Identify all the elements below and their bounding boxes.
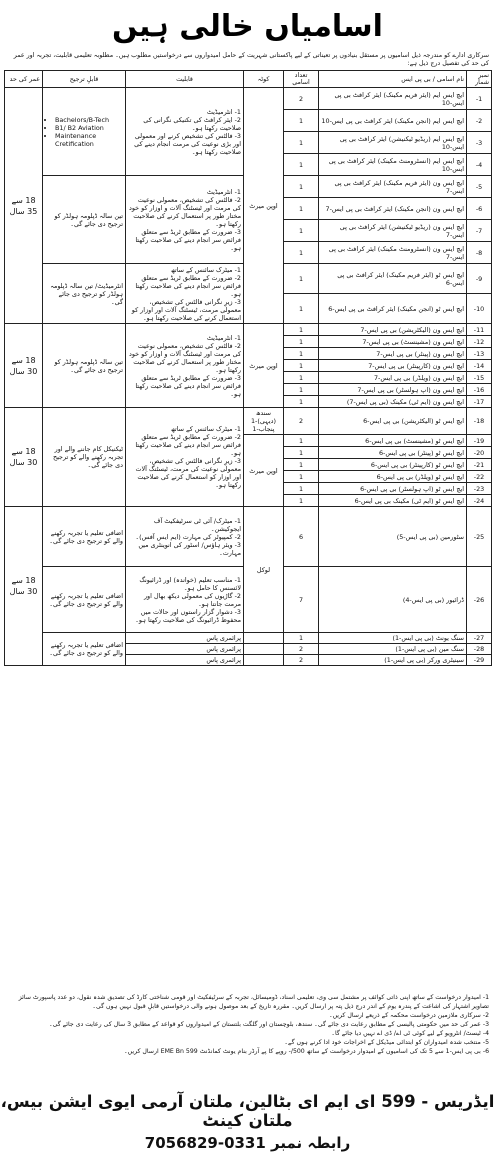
post-count: 1 xyxy=(284,483,319,495)
quota-cell xyxy=(244,644,284,655)
serial-number: -13 xyxy=(467,348,492,360)
serial-number: -21 xyxy=(467,459,492,471)
post-name: ایچ ایس ون (ایئر فریم مکینک) ایئر کرافٹ بی پی ایس-7 xyxy=(319,176,467,198)
contact-phone: رابطہ نمبر 0331-7056829 xyxy=(144,1134,351,1152)
serial-number: -11 xyxy=(467,324,492,336)
post-name: ایچ ایس ایم (انسٹرومنٹ مکینک) ایئر کرافٹ بی پی ایس-10 xyxy=(319,154,467,176)
vacancies-table xyxy=(4,70,492,666)
post-name: ایچ ایس ایم (انجن مکینک) ایئر کرافٹ بی پی ایس-10 xyxy=(319,110,467,132)
post-count: 1 xyxy=(284,459,319,471)
post-count: 1 xyxy=(284,154,319,176)
quota-cell xyxy=(244,655,284,666)
notes xyxy=(6,994,489,1057)
qualification-cell: 1- انٹرمیڈیٹ 2- فالٹس کی تشخیص، معمولی نوعیت کی مرمت اور ٹیسٹنگ آلات و اوزار کو خود مختار طور پر استعمال کرنے کی صلاحیت رکھتا ہو۔ 3- ضرورت کے مطابق ٹریڈ سے متعلق فرائض سر انجام دینے کی صلاحیت رکھتا ہو۔ xyxy=(126,324,244,408)
qualification-cell: 1- مناسب تعلیم (خواندہ) اور ڈرائیونگ لائسنس کا حامل ہو۔ 2- گاڑیوں کی معمولی دیکھ بھال اور مرمت جانتا ہو۔ 3- دشوار گزار راستوں اور حالات میں محفوظ ڈرائیونگ کی صلاحیت رکھتا ہو۔ xyxy=(126,567,244,633)
post-count: 1 xyxy=(284,396,319,408)
qualification-cell: 1- میٹرک سائنس کے ساتھ 2- ضرورت کے مطابق ٹریڈ سے متعلق فرائض سر انجام دینے کی صلاحیت رکھتا ہو۔ 3- زیرِ نگرانی فالٹس کی تشخیص، معمولی نوعیت کی مرمت، ٹیسٹنگ آلات اور اوزار کو استعمال کرنے کی صلاحیت رکھتا ہو۔ xyxy=(126,408,244,507)
post-name: ایچ ایس ون (ریڈیو ٹیکنیشن) ایئر کرافٹ بی پی ایس-7 xyxy=(319,220,467,242)
preference-cell: تین سالہ ڈپلومہ ہولڈر کو ترجیح دی جائے گی۔ xyxy=(43,176,126,264)
post-name: ایچ ایس ایم (ریڈیو ٹیکنیشن) ایئر کرافٹ بی پی ایس-10 xyxy=(319,132,467,154)
serial-number: -7 xyxy=(467,220,492,242)
serial-number: -17 xyxy=(467,396,492,408)
post-name: ایچ ایس ون (مشینسٹ) بی پی ایس-7 xyxy=(319,336,467,348)
post-name: ایچ ایس ٹو (پینٹر) بی پی ایس-6 xyxy=(319,447,467,459)
preference-item: • Bachelors/B-Tech xyxy=(55,116,123,124)
post-name: ایچ ایس ون (انسٹرومنٹ مکینک) ایئر کرافٹ بی پی ایس-7 xyxy=(319,242,467,264)
post-name: ایچ ایس ٹو (کارپینٹر) بی پی ایس-6 xyxy=(319,459,467,471)
header-preference: قابلِ ترجیح xyxy=(43,71,126,88)
post-count: 2 xyxy=(284,644,319,655)
serial-number: -4 xyxy=(467,154,492,176)
post-name: ایچ ایس ٹو (ایم ٹی) مکینک بی پی ایس-6 xyxy=(319,495,467,507)
post-count: 1 xyxy=(284,348,319,360)
post-count: 1 xyxy=(284,495,319,507)
serial-number: -20 xyxy=(467,447,492,459)
post-name: ایچ ایس ٹو (مشینسٹ) بی پی ایس-6 xyxy=(319,435,467,447)
post-name: ایچ ایس ٹو (ایئر فریم مکینک) ایئر کرافٹ بی پی ایس-6 xyxy=(319,264,467,294)
serial-number: -2 xyxy=(467,110,492,132)
serial-number: -26 xyxy=(467,567,492,633)
serial-number: -24 xyxy=(467,495,492,507)
post-name: ایچ ایس ٹو (الیکٹریشن) بی پی ایس-6 xyxy=(319,408,467,435)
serial-number: -27 xyxy=(467,633,492,644)
header-age: عمر کی حد xyxy=(5,71,43,88)
header-count: تعداد اسامی xyxy=(284,71,319,88)
age-cell: 18 سے 30 سال xyxy=(5,507,43,666)
header-post: نام اسامی / بی پی ایس xyxy=(319,71,467,88)
table-row xyxy=(5,88,492,110)
serial-number: -28 xyxy=(467,644,492,655)
post-name: ایچ ایس ون (اپ ہولسٹر) بی پی ایس-7 xyxy=(319,384,467,396)
post-count: 1 xyxy=(284,264,319,294)
table-row xyxy=(5,633,492,644)
post-name: ڈرائیور (بی پی ایس-4) xyxy=(319,567,467,633)
intro-text: سرکاری ادارے کو مندرجہ ذیل اسامیوں پر مستقل بنیادوں پر تعیناتی کے لیے پاکستانی شہریت کے حامل اُمیدواروں سے درخواستیں مطلوب ہیں۔ مطلوبہ تعلیمی قابلیت، تجربہ اور عمر کی حد کی تفصیل درج ذیل ہے: xyxy=(13,52,489,67)
table-row xyxy=(5,408,492,435)
serial-number: -23 xyxy=(467,483,492,495)
post-count: 6 xyxy=(284,507,319,567)
post-name: ایچ ایس ون (انجن مکینک) ایئر کرافٹ بی پی ایس-7 xyxy=(319,198,467,220)
preference-item: • B1/ B2 Aviation xyxy=(55,124,123,132)
note-item: 2- سرکاری ملازمین درخواست محکمہ کے ذریعے ارسال کریں۔ xyxy=(328,1011,489,1019)
quota-cell: اوپن میرٹ xyxy=(244,435,284,507)
qualification-cell: پرائمری پاس xyxy=(126,655,244,666)
preference-cell: اضافی تعلیم یا تجربہ رکھنے والے کو ترجیح دی جائے گی۔ xyxy=(43,567,126,633)
post-count: 1 xyxy=(284,198,319,220)
serial-number: -3 xyxy=(467,132,492,154)
post-name: ایچ ایس ٹو (اپ ہولسٹر) بی پی ایس-6 xyxy=(319,483,467,495)
serial-number: -22 xyxy=(467,471,492,483)
note-item: 5- منتخب شدہ امیدواران کو ابتدائی میڈیکل کے اخراجات خود ادا کرنے ہوں گے۔ xyxy=(284,1038,489,1046)
note-item: 6- بی پی ایس-1 سے 5 تک کی اسامیوں کے امیدوار درخواست کے ساتھ 500/- روپے کا پے آرڈر بنام یونٹ کمانڈنٹ 599 EME Bn ارسال کریں۔ xyxy=(124,1048,489,1056)
serial-number: -15 xyxy=(467,372,492,384)
serial-number: -10 xyxy=(467,294,492,324)
post-count: 1 xyxy=(284,242,319,264)
note-item: 1- امیدوار درخواست کے ساتھ اپنی ذاتی کوائف پر مشتمل سی وی، تعلیمی اسناد، ڈومیسائل، تجربہ کے سرٹیفکیٹ اور قومی شناختی کارڈ کی تصدیق شدہ نقول، دو عدد پاسپورٹ سائز تصاویر اشتہار کی اشاعت کے پندرہ یوم کے اندر درج ذیل پتہ پر ارسال کریں۔ مقررہ تاریخ کے بعد موصول ہونے والی درخواستیں قابلِ قبول نہیں ہوں گی۔ xyxy=(18,994,489,1010)
post-count: 1 xyxy=(284,360,319,372)
serial-number: -25 xyxy=(467,507,492,567)
qualification-cell: 1- انٹرمیڈیٹ 2- ایئر کرافٹ کی تکنیکی نگرانی کی صلاحیت رکھتا ہو۔ 3- فالٹس کی تشخیص کرنے اور معمولی اور بڑی نوعیت کی مرمت انجام دینے کی صلاحیت رکھتا ہو۔ xyxy=(126,88,244,176)
qualification-cell: 1- میٹرک سائنس کے ساتھ 2- ضرورت کے مطابق ٹریڈ سے متعلق فرائض سر انجام دینے کی صلاحیت رکھتا ہو۔ 3- زیرِ نگرانی فالٹس کی تشخیص، معمولی مرمت، ٹیسٹنگ آلات اور اوزار کو استعمال کرنے کی صلاحیت رکھتا ہو۔ xyxy=(126,264,244,324)
qualification-cell: 1- میٹرک/ آئی ٹی سرٹیفکیٹ آف ایجوکیشن۔ 2- کمپیوٹر کی مہارت (ایم ایس آفس)۔ 3- ویئر ہاؤس/ اسٹور کی انوینٹری میں مہارت۔ xyxy=(126,507,244,567)
age-cell: 18 سے 30 سال xyxy=(5,408,43,507)
header-serial: نمبر شمار xyxy=(467,71,492,88)
post-count: 2 xyxy=(284,88,319,110)
quota-cell: اوپن میرٹ xyxy=(244,324,284,408)
qualification-cell: پرائمری پاس xyxy=(126,644,244,655)
post-count: 1 xyxy=(284,633,319,644)
table-header-row xyxy=(5,71,492,88)
serial-number: -29 xyxy=(467,655,492,666)
post-count: 7 xyxy=(284,567,319,633)
serial-number: -1 xyxy=(467,88,492,110)
post-name: ایچ ایس ون (ایم ٹی) مکینک (بی پی ایس-7) xyxy=(319,396,467,408)
serial-number: -16 xyxy=(467,384,492,396)
serial-number: -12 xyxy=(467,336,492,348)
post-count: 1 xyxy=(284,372,319,384)
note-item: 4- ٹیسٹ/ انٹرویو کے لیے کوئی ٹی اے/ ڈی اے نہیں دیا جائے گا۔ xyxy=(331,1029,489,1037)
post-name: ایچ ایس ٹو (ویلڈر) بی پی ایس-6 xyxy=(319,471,467,483)
banner xyxy=(0,0,495,52)
post-count: 1 xyxy=(284,132,319,154)
address: ایڈریس - 599 ای ایم ای بٹالین، ملتان آرمی ایوی ایشن بیس، ملتان کینٹ xyxy=(0,1092,495,1130)
post-count: 1 xyxy=(284,220,319,242)
post-count: 1 xyxy=(284,471,319,483)
post-name: ایچ ایس ایم (ایئر فریم مکینک) ایئر کرافٹ بی پی ایس-10 xyxy=(319,88,467,110)
qualification-cell: 1- انٹرمیڈیٹ 2- فالٹس کی تشخیص، معمولی نوعیت کی مرمت اور ٹیسٹنگ آلات و اوزار کو خود مختار طور پر استعمال کرنے کی صلاحیت رکھتا ہو۔ 3- ضرورت کے مطابق ٹریڈ سے متعلق فرائض سر انجام دینے کی صلاحیت رکھتا ہو۔ xyxy=(126,176,244,264)
post-count: 1 xyxy=(284,176,319,198)
quota-cell xyxy=(244,633,284,644)
post-count: 1 xyxy=(284,110,319,132)
post-name: ایچ ایس ون (کارپینٹر) بی پی ایس-7 xyxy=(319,360,467,372)
post-name: سٹورمین (بی پی ایس-5) xyxy=(319,507,467,567)
footer xyxy=(0,1088,495,1157)
serial-number: -8 xyxy=(467,242,492,264)
post-name: ایچ ایس ون (پینٹر) بی پی ایس-7 xyxy=(319,348,467,360)
post-name: سنگ یونٹ (بی پی ایس-1) xyxy=(319,633,467,644)
age-cell: 18 سے 35 سال xyxy=(5,88,43,324)
post-count: 1 xyxy=(284,384,319,396)
post-count: 1 xyxy=(284,435,319,447)
serial-number: -5 xyxy=(467,176,492,198)
qualification-cell: پرائمری پاس xyxy=(126,633,244,644)
preference-cell xyxy=(43,88,126,176)
post-count: 1 xyxy=(284,447,319,459)
header-quota: کوٹہ xyxy=(244,71,284,88)
post-count: 1 xyxy=(284,324,319,336)
post-count: 2 xyxy=(284,655,319,666)
serial-number: -6 xyxy=(467,198,492,220)
post-name: سینیٹری ورکر (بی پی ایس-1) xyxy=(319,655,467,666)
preference-cell: ٹیکنیکل کام جاننے والے اور تجربہ رکھنے والے کو ترجیح دی جائے گی۔ xyxy=(43,408,126,507)
quota-cell: اوپن میرٹ xyxy=(244,88,284,324)
table-row xyxy=(5,507,492,567)
post-count: 2 xyxy=(284,408,319,435)
preference-cell: تین سالہ ڈپلومہ ہولڈر کو ترجیح دی جائے گی۔ xyxy=(43,324,126,408)
table-row xyxy=(5,324,492,336)
serial-number: -18 xyxy=(467,408,492,435)
post-name: ایچ ایس ون (الیکٹریشن) بی پی ایس-7 xyxy=(319,324,467,336)
preference-cell: اضافی تعلیم یا تجربہ رکھنے والے کو ترجیح دی جائے گی۔ xyxy=(43,507,126,567)
serial-number: -14 xyxy=(467,360,492,372)
post-count: 1 xyxy=(284,336,319,348)
preference-cell: اضافی تعلیم یا تجربہ رکھنے والے کو ترجیح دی جائے گی۔ xyxy=(43,633,126,666)
post-name: سنگ مین (بی پی ایس-1) xyxy=(319,644,467,655)
post-count: 1 xyxy=(284,294,319,324)
quota-cell: لوکل xyxy=(244,507,284,633)
preference-list xyxy=(45,116,123,148)
post-name: ایچ ایس ون (ویلڈر) بی پی ایس-7 xyxy=(319,372,467,384)
preference-item: • Maintenance Cretification xyxy=(55,132,123,148)
serial-number: -9 xyxy=(467,264,492,294)
quota-cell: سندھ (دیہی)-1 پنجاب-1 xyxy=(244,408,284,435)
post-name: ایچ ایس ٹو (انجن مکینک) ایئر کرافٹ بی پی ایس-6 xyxy=(319,294,467,324)
preference-cell: انٹرمیڈیٹ/ تین سالہ ڈپلومہ ہولڈر کو ترجیح دی جائے گی۔ xyxy=(43,264,126,324)
serial-number: -19 xyxy=(467,435,492,447)
banner-title: اسامیاں خالی ہیں xyxy=(112,8,383,44)
age-cell: 18 سے 30 سال xyxy=(5,324,43,408)
header-qualification: قابلیت xyxy=(126,71,244,88)
note-item: 3- عمر کی حد میں حکومتی پالیسی کے مطابق رعایت دی جائے گی۔ سندھ، بلوچستان اور گلگت بلتستان کے امیدواروں کو قواعد کے مطابق 3 سال کی رعایت دی جائے گی۔ xyxy=(48,1020,489,1028)
